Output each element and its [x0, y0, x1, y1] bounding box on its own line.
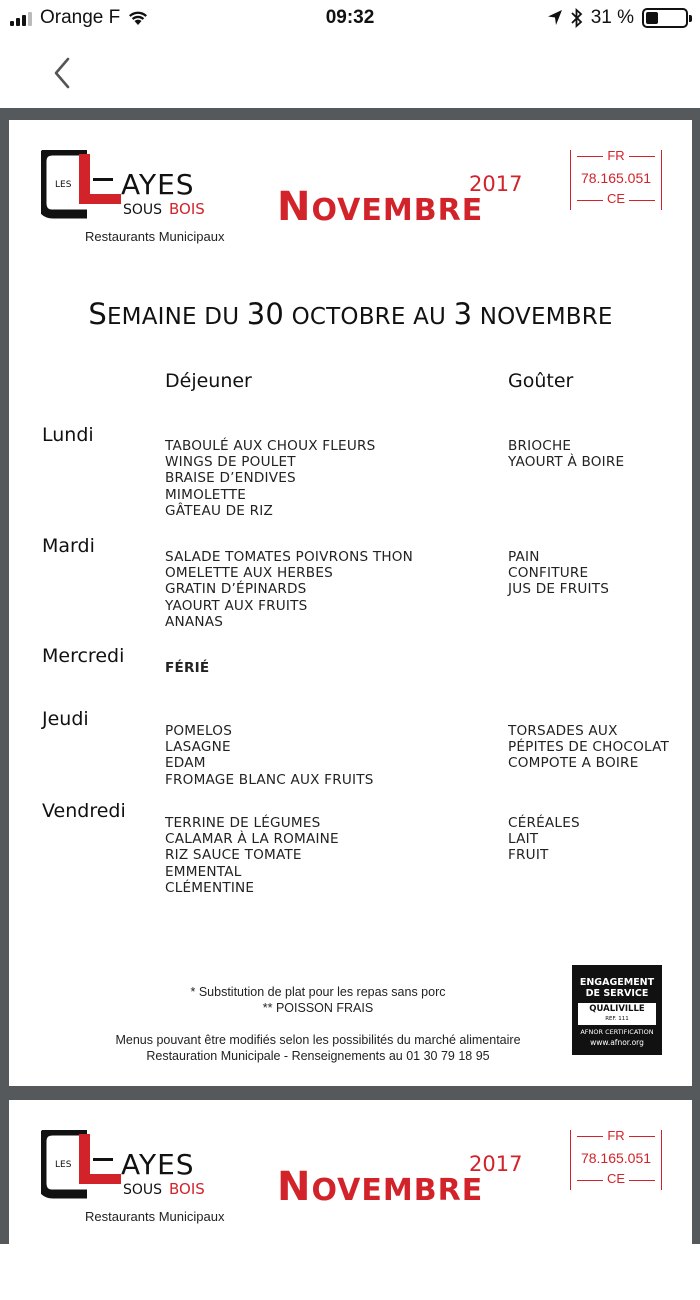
- svg-text:BOIS: BOIS: [169, 1180, 205, 1198]
- document-viewer[interactable]: [0, 108, 700, 1244]
- dish: OMELETTE AUX HERBES: [165, 565, 333, 582]
- snack: BRIOCHE: [508, 438, 572, 454]
- month-initial: N: [277, 184, 312, 230]
- snack: FRUIT: [508, 847, 549, 864]
- day-label: Vendredi: [42, 800, 126, 822]
- day-label: Jeudi: [42, 708, 89, 730]
- dish: POMELOS: [165, 723, 233, 739]
- footnotes: [9, 984, 627, 1016]
- afnor-qualiville-badge: ENGAGEMENT DE SERVICE QUALIVILLE REF. 111 AFNOR CERTIFICATION www.afnor.org: [572, 965, 662, 1055]
- dish: BRAISE D’ENDIVES: [165, 470, 296, 487]
- lunch-dishes: [165, 549, 413, 630]
- week-title: SEMAINE DU 30 OCTOBRE AU 3 NOVEMBRE: [88, 297, 613, 331]
- battery-icon: [642, 8, 688, 28]
- lunch-dishes: [165, 438, 375, 519]
- menu-page: [9, 120, 692, 1086]
- lunch-dishes: [165, 815, 339, 896]
- dish: EDAM: [165, 755, 206, 772]
- location-arrow-icon: [547, 9, 563, 27]
- status-time: 09:32: [325, 7, 375, 28]
- stamp-country: FR: [603, 148, 628, 163]
- snack-items: [508, 723, 669, 772]
- dish: TABOULÉ AUX CHOUX FLEURS: [165, 438, 376, 454]
- footer-contact: Restauration Municipale - Renseignements au 01 30 79 18 95: [146, 1049, 490, 1063]
- svg-text:LES: LES: [55, 180, 72, 190]
- logo-subtitle: Restaurants Municipaux: [85, 1209, 225, 1224]
- svg-text:LES: LES: [55, 1160, 72, 1170]
- year: 2017: [469, 1152, 523, 1176]
- svg-text:AYES: AYES: [121, 1148, 195, 1181]
- dish: GRATIN D’ÉPINARDS: [165, 581, 307, 598]
- sanitary-stamp: [570, 150, 662, 210]
- menu-page-next: [9, 1100, 692, 1300]
- stamp-number: 78.165.051: [580, 170, 652, 186]
- dish: CALAMAR À LA ROMAINE: [165, 831, 339, 848]
- snack: CÉRÉALES: [508, 815, 580, 831]
- footnote-fish: ** POISSON FRAIS: [262, 1001, 374, 1015]
- dish: WINGS DE POULET: [165, 454, 296, 471]
- snack: LAIT: [508, 831, 539, 848]
- status-bar: [0, 0, 700, 38]
- stamp-ce: CE: [603, 191, 629, 206]
- snack: PAIN: [508, 549, 540, 565]
- bluetooth-icon: [571, 8, 583, 28]
- snack: CONFITURE: [508, 565, 589, 582]
- dish: YAOURT AUX FRUITS: [165, 597, 308, 614]
- lunch-column-header: Déjeuner: [165, 370, 252, 392]
- lunch-dishes: [165, 723, 374, 788]
- dish: GÂTEAU DE RIZ: [165, 502, 273, 519]
- dish: SALADE TOMATES POIVRONS THON: [165, 549, 414, 565]
- snack: PÉPITES DE CHOCOLAT: [508, 739, 670, 756]
- day-label: Mercredi: [42, 645, 125, 667]
- snack-items: [508, 815, 580, 864]
- snack: COMPOTE A BOIRE: [508, 755, 639, 772]
- day-label: Mardi: [42, 535, 95, 557]
- carrier-name: Orange F: [40, 7, 121, 28]
- month-title: [277, 184, 483, 230]
- footer-disclaimer: Menus pouvant être modifiés selon les possibilités du marché alimentaire: [115, 1033, 521, 1047]
- dish: EMMENTAL: [165, 863, 242, 880]
- dish: FROMAGE BLANC AUX FRUITS: [165, 771, 374, 788]
- snack: YAOURT À BOIRE: [508, 454, 625, 471]
- snack-items: [508, 549, 609, 598]
- year: 2017: [469, 172, 523, 196]
- holiday-label: FÉRIÉ: [165, 660, 210, 676]
- dish: ANANAS: [165, 613, 224, 630]
- footer-info: [9, 1032, 627, 1064]
- status-right: [547, 7, 688, 29]
- month-rest: OVEMBRE: [311, 193, 484, 228]
- footnote-pork: * Substitution de plat pour les repas sans porc: [190, 985, 446, 999]
- battery-percent: 31 %: [590, 7, 634, 28]
- snack-column-header: Goûter: [508, 370, 574, 392]
- snack-items: [508, 438, 624, 470]
- svg-text:SOUS: SOUS: [123, 202, 163, 218]
- sanitary-stamp: FR 78.165.051 CE: [570, 1130, 662, 1190]
- snack: JUS DE FRUITS: [508, 581, 610, 598]
- dish: CLÉMENTINE: [165, 879, 255, 896]
- dish: RIZ SAUCE TOMATE: [165, 847, 302, 864]
- logo-subtitle: Restaurants Municipaux: [85, 229, 225, 244]
- svg-text:BOIS: BOIS: [169, 200, 205, 218]
- dish: LASAGNE: [165, 739, 231, 756]
- dish: MIMOLETTE: [165, 486, 247, 503]
- svg-text:SOUS: SOUS: [123, 1182, 163, 1198]
- navigation-bar: [0, 38, 700, 108]
- dish: TERRINE DE LÉGUMES: [165, 815, 321, 831]
- lunch-dishes: [165, 660, 209, 676]
- day-label: Lundi: [42, 424, 94, 446]
- back-chevron-icon[interactable]: [50, 56, 76, 90]
- svg-text:AYES: AYES: [121, 168, 195, 201]
- month-title: NOVEMBRE: [277, 1164, 484, 1210]
- snack: TORSADES AUX: [508, 723, 618, 739]
